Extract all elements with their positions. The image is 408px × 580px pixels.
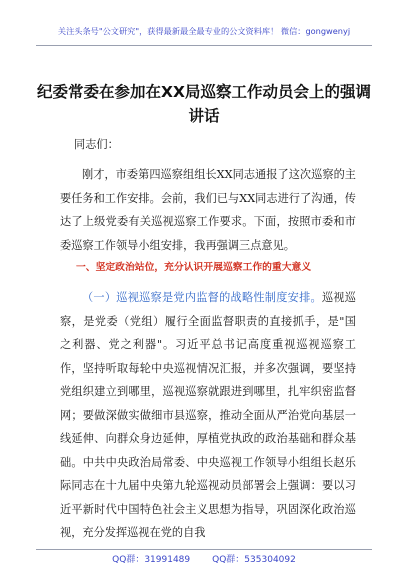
footer-qq-group-2[interactable]: QQ群：535304092 (212, 555, 296, 565)
footer-divider (36, 549, 372, 550)
document-title: 纪委常委在参加在XX局巡察工作动员会上的强调讲话 (37, 83, 371, 125)
paragraph-intro: 刚才，市委第四巡察组组长XX同志通报了这次巡察的主要任务和工作安排。会前，我们已与XX同志进行了沟通，传达了上级党委有关巡视巡察工作要求。下面，按照市委和市委巡察工作领导小组安排，我再强调三点意见。 (60, 168, 356, 252)
section-heading: 一、坚定政治站位，充分认识开展巡察工作的重大意义 (76, 262, 312, 273)
paragraph-section1-text: 巡视巡察，是党委（党组）履行全面监督职责的直接抓手，是"国之利器、党之利器"。习近平总书记高度重视巡视巡察工作，坚持听取每轮中央巡视情况汇报，并多次强调，要坚持党组织建立到哪里，巡视巡察就跟进到哪里，扎牢织密监督网；要做深做实做细市县巡察，推动全面从严治党向基层一线延伸、向群众身边延伸，厚植党执政的政治基础和群众基础。中共中央政治局常委、中央巡视工作领导小组组长赵乐际同志在十九届中央第九轮巡视动员部署会上强调：要以习近平新时代中国特色社会主义思想为指导，巩固深化政治巡视，充分发挥巡视在党的自我 (60, 291, 356, 539)
greeting: 同志们： (74, 138, 119, 151)
footer (36, 552, 372, 565)
header-banner[interactable]: 关注头条号"公文研究"，获得最新最全最专业的公文资料库！ 微信：gongwenyj (57, 26, 351, 36)
header-divider (36, 45, 372, 46)
footer-qq-group-1[interactable]: QQ群：31991489 (112, 555, 191, 565)
paragraph-section1 (60, 286, 356, 545)
subsection-heading: （一）巡视巡察是党内监督的战略性制度安排。 (82, 291, 322, 304)
